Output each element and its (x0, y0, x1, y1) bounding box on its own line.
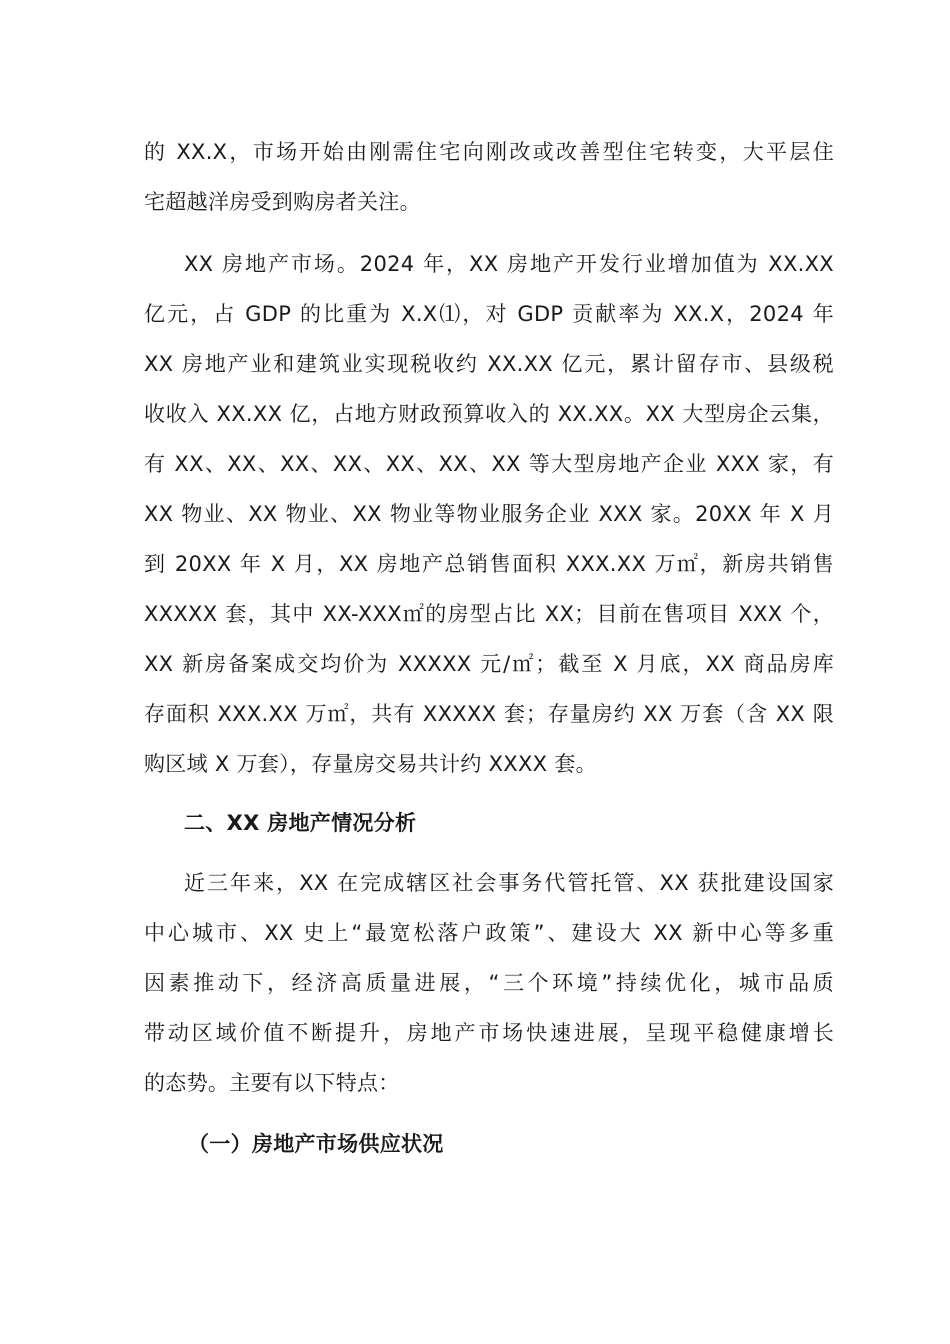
paragraph-line: 的 XX.X，市场开始由刚需住宅向刚改或改善型住宅转变，大平层住 (144, 140, 834, 164)
paragraph-line: XX 物业、XX 物业、XX 物业等物业服务企业 XXX 家。20XX 年 X 月 (144, 502, 834, 526)
paragraph-line: 购区域 X 万套），存量房交易共计约 XXXX 套。 (144, 752, 597, 776)
paragraph-line: 到 20XX 年 X 月，XX 房地产总销售面积 XXX.XX 万㎡，新房共销售 (144, 552, 834, 576)
paragraph-line: XXXXX 套，其中 XX-XXX㎡的房型占比 XX；目前在售项目 XXX 个， (144, 602, 834, 626)
subsection-heading-text: （一）房地产市场供应状况 (188, 1132, 444, 1156)
paragraph-line: 带动区域价值不断提升，房地产市场快速进展，呈现平稳健康增长 (144, 1021, 834, 1045)
section-heading-text: 二、XX 房地产情况分析 (184, 811, 417, 835)
paragraph-line: 存面积 XXX.XX 万㎡，共有 XXXXX 套；存量房约 XX 万套（含 XX 限 (144, 702, 834, 726)
paragraph-real-estate-market (144, 239, 834, 789)
paragraph-line: 亿元，占 GDP 的比重为 X.X⑴，对 GDP 贡献率为 XX.X，2024 年 (144, 302, 834, 326)
paragraph-line: XX 新房备案成交均价为 XXXXX 元/㎡；截至 X 月底，XX 商品房库 (144, 652, 834, 676)
paragraph-line: 近三年来，XX 在完成辖区社会事务代管托管、XX 获批建设国家 (184, 871, 834, 895)
paragraph-line: XX 房地产市场。2024 年，XX 房地产开发行业增加值为 XX.XX (184, 252, 834, 276)
paragraph-line: 收收入 XX.XX 亿，占地方财政预算收入的 XX.XX。XX 大型房企云集， (144, 402, 834, 426)
paragraph-line: 有 XX、XX、XX、XX、XX、XX、XX 等大型房地产企业 XXX 家，有 (144, 452, 834, 476)
paragraph-market-shift (144, 127, 834, 227)
paragraph-line: 中心城市、XX 史上“最宽松落户政策”、建设大 XX 新中心等多重 (144, 921, 834, 945)
paragraph-line: 的态势。主要有以下特点： (144, 1071, 400, 1095)
subsection-heading (144, 1119, 834, 1169)
paragraph-line: 因素推动下，经济高质量进展，“三个环境”持续优化，城市品质 (144, 971, 834, 995)
paragraph-line: XX 房地产业和建筑业实现税收约 XX.XX 亿元，累计留存市、县级税 (144, 352, 834, 376)
paragraph-line: 宅超越洋房受到购房者关注。 (144, 190, 421, 214)
section-heading (144, 798, 834, 848)
paragraph-analysis (144, 858, 834, 1108)
